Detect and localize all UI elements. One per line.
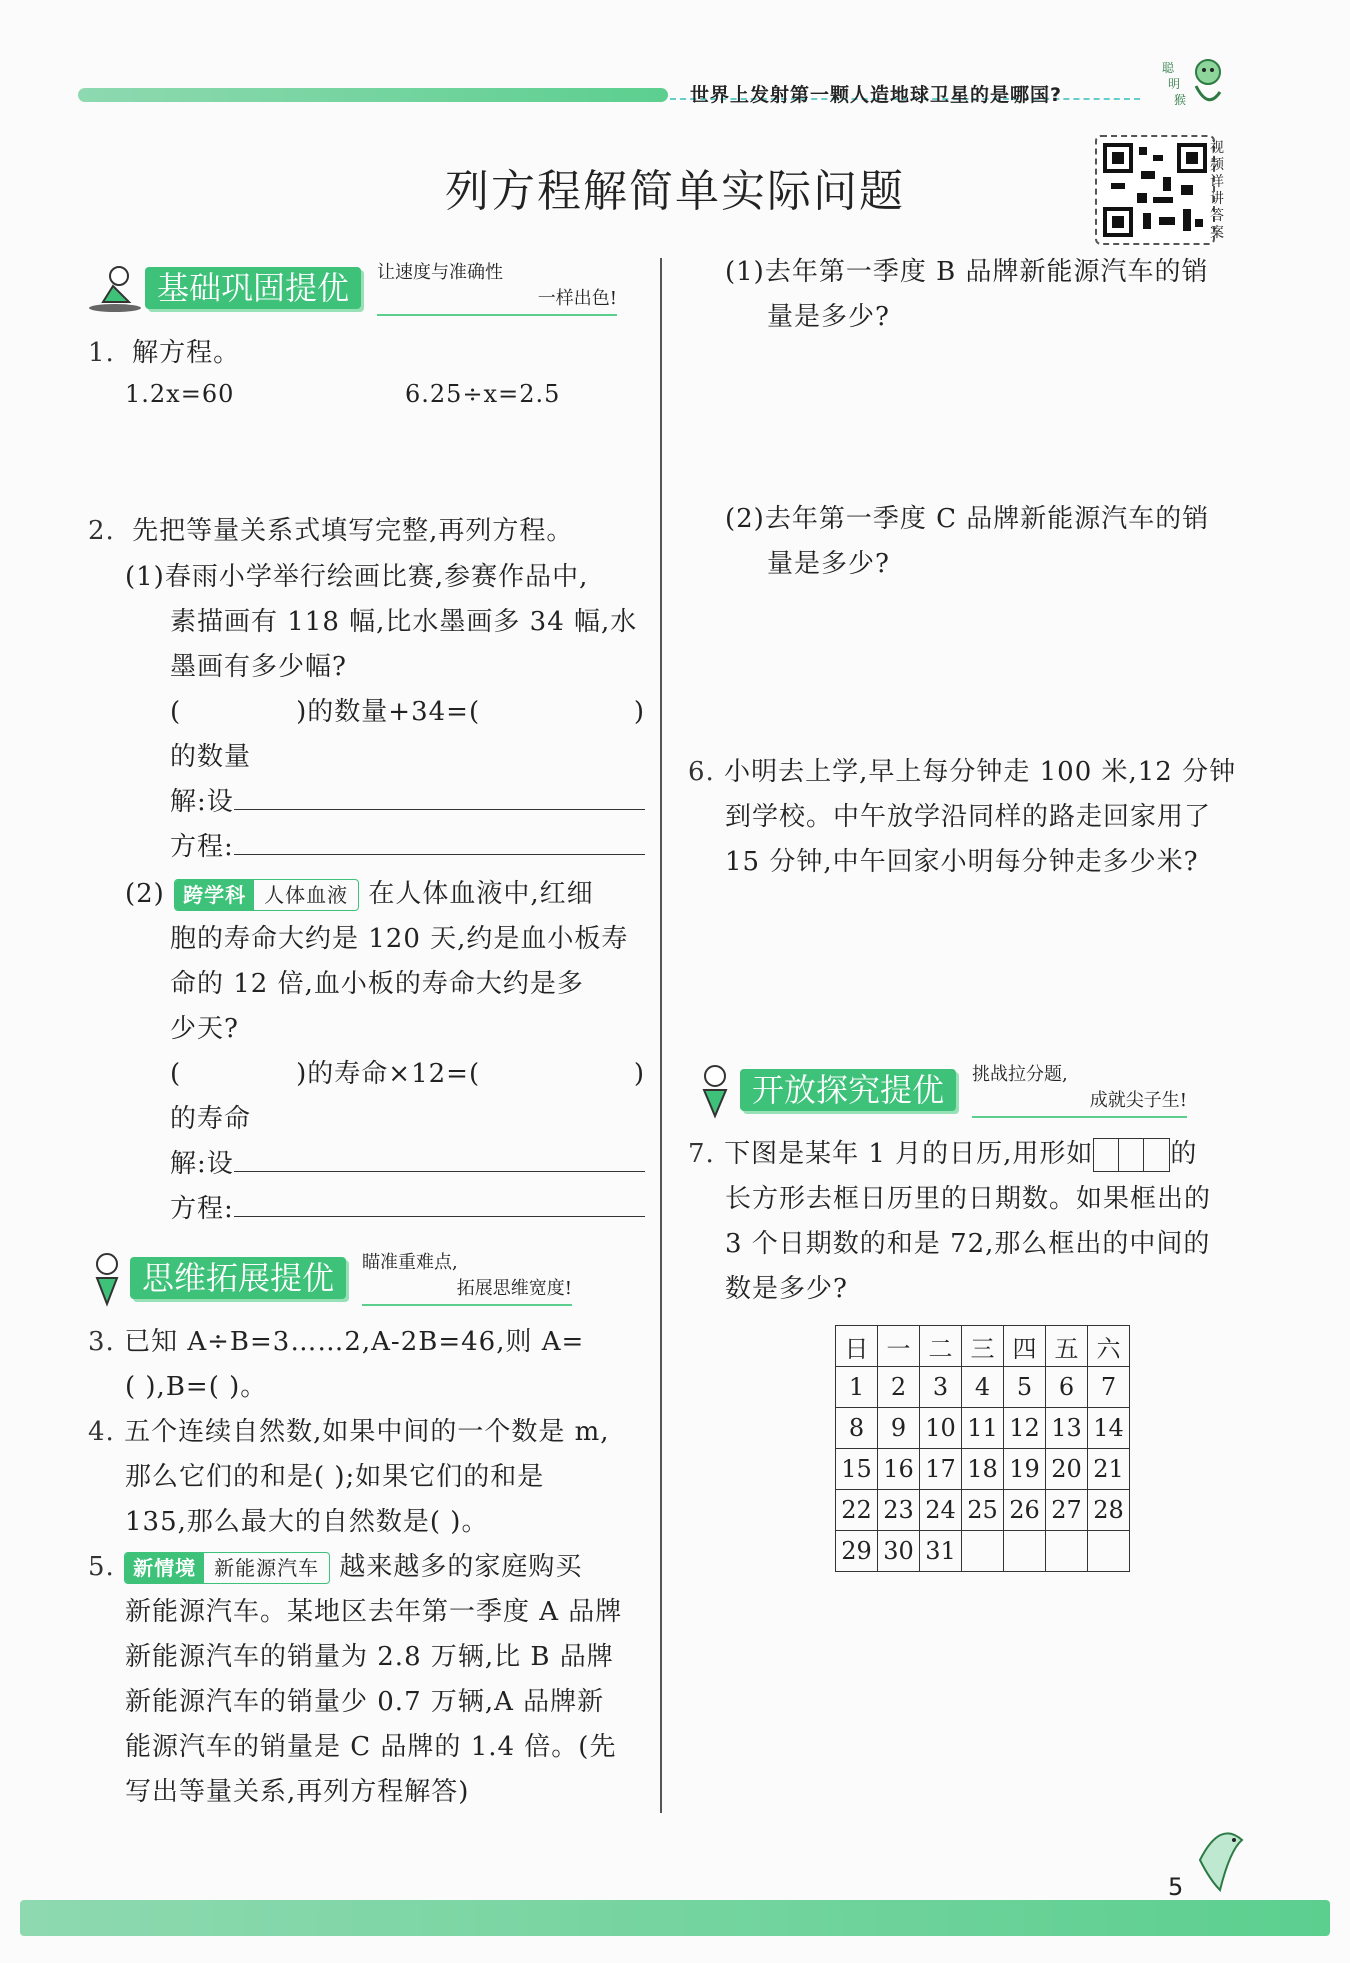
equation-2: 6.25÷x=2.5: [405, 380, 561, 408]
relation-text: )的寿命×12=(: [296, 1059, 481, 1089]
paren: ): [633, 697, 645, 727]
calendar-cell: 21: [1088, 1449, 1130, 1490]
calendar-header-cell: 三: [962, 1326, 1004, 1367]
question-6: [688, 750, 1248, 885]
bottom-banner-bar: [20, 1900, 1330, 1936]
set-label: 解:设: [170, 1149, 234, 1179]
question-1: [88, 332, 240, 369]
text-line: 能源汽车的销量是 C 品牌的 1.4 倍。(先: [125, 1732, 617, 1762]
calendar-header-cell: 四: [1004, 1326, 1046, 1367]
calendar-header-cell: 五: [1046, 1326, 1088, 1367]
column-divider: [660, 258, 662, 1813]
relation-line: [125, 690, 645, 735]
qr-code-icon[interactable]: [1095, 135, 1215, 245]
text-line: 素描画有 118 幅,比水墨画多 34 幅,水: [170, 607, 638, 637]
calendar-cell: 3: [920, 1367, 962, 1408]
text-line: (1)去年第一季度 B 品牌新能源汽车的销: [725, 257, 1209, 287]
question-number: 2.: [88, 516, 115, 546]
svg-text:聪: 聪: [1162, 61, 1175, 75]
calendar-header-cell: 二: [920, 1326, 962, 1367]
calendar-cell: 16: [878, 1449, 920, 1490]
monkey-mascot-icon: [1160, 52, 1230, 112]
text-line: 长方形去框日历里的日期数。如果框出的: [725, 1184, 1212, 1214]
calendar-header-cell: 一: [878, 1326, 920, 1367]
set-label: 解:设: [170, 787, 234, 817]
answer-blank[interactable]: [234, 1187, 645, 1217]
text-line: 下图是某年 1 月的日历,用形如: [724, 1139, 1094, 1169]
answer-blank[interactable]: [234, 780, 645, 810]
answer-equation-line[interactable]: [125, 825, 645, 870]
text-line: 那么它们的和是( );如果它们的和是: [125, 1462, 545, 1492]
calendar-cell: 6: [1046, 1367, 1088, 1408]
tag-label: 新情境: [125, 1553, 204, 1583]
calendar-header-cell: 六: [1088, 1326, 1130, 1367]
page-number: 5: [1168, 1873, 1184, 1901]
text-line: 到学校。中午放学沿同样的路走回家用了: [725, 802, 1212, 832]
text-line: (2)去年第一季度 C 品牌新能源汽车的销: [725, 504, 1210, 534]
q5-first-line: [88, 1545, 648, 1590]
q7-first-line: [688, 1132, 1248, 1177]
text-line: 少天?: [170, 1014, 239, 1044]
text-line: 数是多少?: [725, 1274, 848, 1304]
question-7: [688, 1132, 1248, 1312]
calendar-cell: 2: [878, 1367, 920, 1408]
section-slogan: [362, 1250, 572, 1306]
section-banner: 基础巩固提优: [145, 267, 361, 309]
slogan-line: 让速度与准确性: [377, 262, 504, 283]
question-number: 6.: [688, 757, 715, 787]
paren: ): [633, 1059, 645, 1089]
calendar-cell: 20: [1046, 1449, 1088, 1490]
calendar-row: [836, 1408, 1130, 1449]
text-line: 写出等量关系,再列方程解答): [125, 1777, 470, 1807]
relation-text: )的数量+34=(: [296, 697, 481, 727]
text-line: 135,那么最大的自然数是( )。: [125, 1507, 489, 1537]
text-line: 命的 12 倍,血小板的寿命大约是多: [170, 969, 584, 999]
answer-blank[interactable]: [234, 1142, 645, 1172]
slogan-line: 挑战拉分题,: [972, 1064, 1068, 1085]
question-2: [88, 510, 573, 547]
text-line: 的数量: [170, 742, 252, 772]
svg-text:明: 明: [1168, 77, 1181, 91]
text-line: 15 分钟,中午回家小明每分钟走多少米?: [725, 847, 1199, 877]
part2-first-line: [125, 872, 645, 917]
text-line: 五个连续自然数,如果中间的一个数是 m,: [124, 1417, 610, 1447]
calendar-table: [835, 1325, 1130, 1572]
text-line: 越来越多的家庭购买: [339, 1552, 583, 1582]
calendar-cell: 25: [962, 1490, 1004, 1531]
calendar-row: [836, 1531, 1130, 1572]
answer-set-line[interactable]: [125, 780, 645, 825]
text-line: ( ),B=( )。: [125, 1372, 268, 1402]
girl-figure-icon: [85, 1248, 130, 1308]
calendar-cell: 30: [878, 1531, 920, 1572]
section-open-header: [690, 1064, 1188, 1111]
tag-label: 跨学科: [175, 880, 254, 910]
calendar-cell: 27: [1046, 1490, 1088, 1531]
calendar-cell: 13: [1046, 1408, 1088, 1449]
calendar-cell: 15: [836, 1449, 878, 1490]
cross-subject-tag: [174, 879, 359, 911]
calendar-cell: 26: [1004, 1490, 1046, 1531]
slogan-line: 拓展思维宽度!: [456, 1278, 573, 1299]
text-line: 的寿命: [170, 1104, 252, 1134]
calendar-cell: 8: [836, 1408, 878, 1449]
text-line: 量是多少?: [767, 549, 890, 579]
calendar-cell: 10: [920, 1408, 962, 1449]
calendar-cell: 18: [962, 1449, 1004, 1490]
question-4: [88, 1410, 648, 1545]
calendar-cell: 9: [878, 1408, 920, 1449]
q5-subpart-2: [725, 497, 1245, 587]
text-line: 的: [1170, 1139, 1198, 1169]
equation-label: 方程:: [170, 832, 234, 862]
paren: (: [170, 1059, 182, 1089]
question-number: 4.: [88, 1417, 115, 1447]
answer-equation-line[interactable]: [125, 1187, 645, 1232]
slogan-line: 成就尖子生!: [1089, 1090, 1188, 1111]
calendar-header-cell: 日: [836, 1326, 878, 1367]
new-context-tag: [124, 1552, 330, 1584]
calendar-cell: [1004, 1531, 1046, 1572]
calendar-cell: 12: [1004, 1408, 1046, 1449]
calendar-cell: 31: [920, 1531, 962, 1572]
section-basic-header: [85, 262, 618, 309]
section-thinking-header: [85, 1252, 573, 1299]
child-figure-icon: [690, 1060, 740, 1120]
question-text: 解方程。: [132, 338, 241, 368]
calendar-cell: 11: [962, 1408, 1004, 1449]
text-line: 在人体血液中,红细: [368, 879, 594, 909]
calendar-cell: 5: [1004, 1367, 1046, 1408]
calendar-cell: 7: [1088, 1367, 1130, 1408]
qr-label: 视频详讲答案: [1210, 140, 1224, 241]
question-number: 3.: [88, 1327, 115, 1357]
text-line: 量是多少?: [767, 302, 890, 332]
calendar-cell: 28: [1088, 1490, 1130, 1531]
calendar-cell: [1088, 1531, 1130, 1572]
calendar-cell: 4: [962, 1367, 1004, 1408]
calendar-row: [836, 1490, 1130, 1531]
question-text: 先把等量关系式填写完整,再列方程。: [132, 516, 574, 546]
calendar-cell: 1: [836, 1367, 878, 1408]
calendar-cell: 17: [920, 1449, 962, 1490]
calendar-row: [836, 1367, 1130, 1408]
text-line: 胞的寿命大约是 120 天,约是血小板寿: [170, 924, 629, 954]
calendar-cell: [962, 1531, 1004, 1572]
question-5: [88, 1545, 648, 1815]
three-cell-frame-icon: [1093, 1138, 1170, 1172]
calendar-cell: 19: [1004, 1449, 1046, 1490]
section-banner: 思维拓展提优: [130, 1257, 346, 1299]
question-3: [88, 1320, 648, 1410]
answer-set-line[interactable]: [125, 1142, 645, 1187]
svg-text:猴: 猴: [1174, 93, 1187, 107]
text-line: 新能源汽车的销量少 0.7 万辆,A 品牌新: [125, 1687, 605, 1717]
text-line: 3 个日期数的和是 72,那么框出的中间的: [725, 1229, 1211, 1259]
text-line: (1)春雨小学举行绘画比赛,参赛作品中,: [125, 562, 589, 592]
paren: (: [170, 697, 182, 727]
calendar-cell: 23: [878, 1490, 920, 1531]
part-prefix: (2): [125, 879, 165, 909]
calendar-header-row: [836, 1326, 1130, 1367]
question-number: 1.: [88, 338, 115, 368]
text-line: 小明去上学,早上每分钟走 100 米,12 分钟: [724, 757, 1237, 787]
section-slogan: [377, 260, 617, 316]
slogan-line: 瞄准重难点,: [362, 1252, 458, 1273]
slogan-line: 一样出色!: [537, 288, 618, 309]
text-line: 新能源汽车。某地区去年第一季度 A 品牌: [125, 1597, 623, 1627]
top-banner-bar: [78, 88, 668, 102]
calendar-cell: [1046, 1531, 1088, 1572]
tag-topic: 人体血液: [264, 883, 349, 907]
tag-topic: 新能源汽车: [214, 1556, 320, 1580]
calendar-cell: 14: [1088, 1408, 1130, 1449]
text-line: 墨画有多少幅?: [170, 652, 347, 682]
page-title: 列方程解简单实际问题: [445, 166, 905, 217]
equation-label: 方程:: [170, 1194, 234, 1224]
q5-subpart-1: [725, 250, 1245, 340]
answer-blank[interactable]: [234, 825, 645, 855]
question-number: 5.: [88, 1552, 115, 1582]
equation-1: 1.2x=60: [125, 380, 235, 408]
boy-on-skateboard-icon: [85, 258, 145, 318]
calendar-cell: 29: [836, 1531, 878, 1572]
text-line: 已知 A÷B=3……2,A-2B=46,则 A=: [124, 1327, 585, 1357]
relation-line: [125, 1052, 645, 1097]
section-slogan: [972, 1062, 1187, 1118]
calendar-cell: 22: [836, 1490, 878, 1531]
q2-part1: [125, 555, 645, 870]
header-trivia: 世界上发射第一颗人造地球卫星的是哪国?: [690, 84, 1063, 106]
q2-part2: [125, 872, 645, 1232]
section-banner: 开放探究提优: [740, 1069, 956, 1111]
dolphin-icon: [1190, 1820, 1250, 1900]
text-line: 新能源汽车的销量为 2.8 万辆,比 B 品牌: [125, 1642, 614, 1672]
question-number: 7.: [688, 1139, 715, 1169]
calendar-cell: 24: [920, 1490, 962, 1531]
calendar-row: [836, 1449, 1130, 1490]
